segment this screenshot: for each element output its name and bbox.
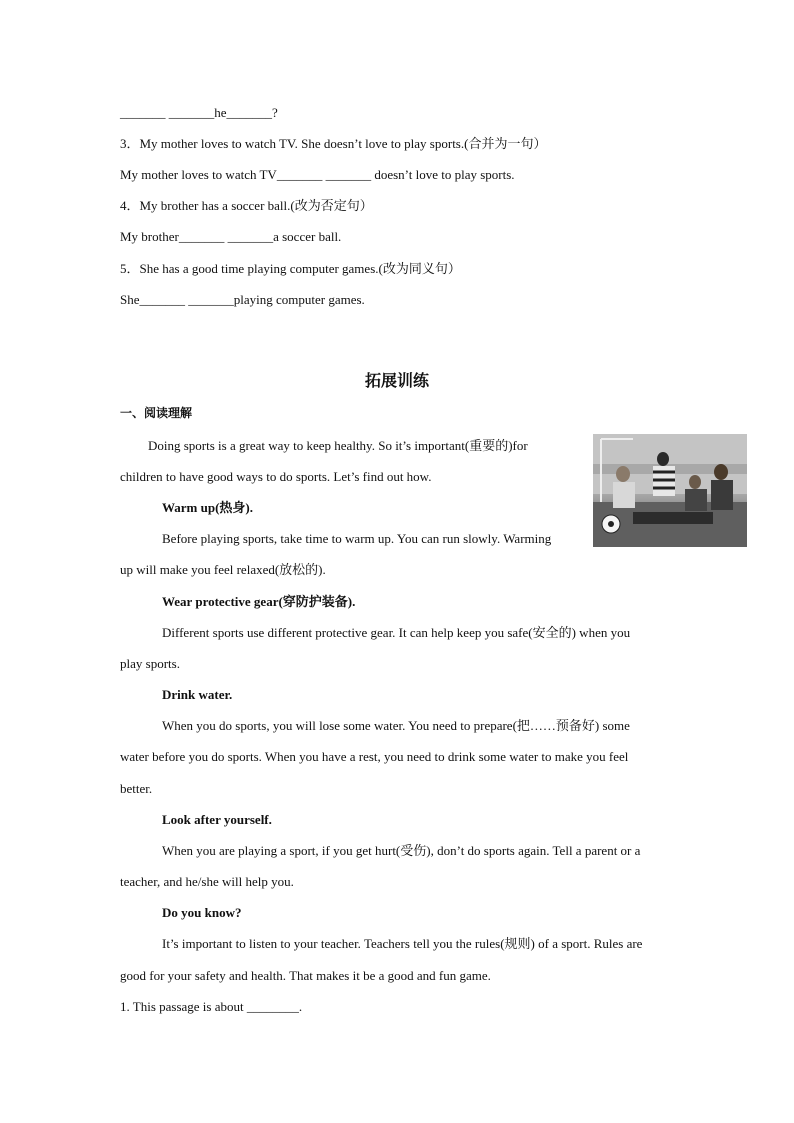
part-heading: 一、阅读理解 <box>120 406 193 420</box>
question-4: 4．My brother has a soccer ball.(改为否定句） <box>120 198 373 213</box>
question-4-answer: My brother_______ _______a soccer ball. <box>120 229 342 244</box>
know-line-2: good for your safety and health. That makes it be a good and fun game. <box>120 968 491 983</box>
question-3-answer: My mother loves to watch TV_______ _______ doesn’t love to play sports. <box>120 167 515 182</box>
question-5-answer: She_______ _______playing computer games. <box>120 292 365 307</box>
question-1: 1. This passage is about ________. <box>120 999 303 1014</box>
look-after-line-1: When you are playing a sport, if you get hurt(受伤), don’t do sports again. Tell a parent or a <box>162 843 641 858</box>
heading-drink-water: Drink water. <box>162 687 233 702</box>
heading-warm-up: Warm up(热身). <box>162 500 254 515</box>
know-line-1: It’s important to listen to your teacher. Teachers tell you the rules(规则) of a sport. Rules are <box>162 936 643 951</box>
look-after-line-2: teacher, and he/she will help you. <box>120 874 294 889</box>
intro-line-1: Doing sports is a great way to keep healthy. So it’s important(重要的)for <box>148 438 528 453</box>
gear-line-2: play sports. <box>120 656 180 671</box>
blank-line: _______ _______he_______? <box>120 105 278 120</box>
warm-up-line-2: up will make you feel relaxed(放松的). <box>120 562 326 577</box>
heading-protective-gear: Wear protective gear(穿防护装备). <box>162 594 356 609</box>
heading-do-you-know: Do you know? <box>162 905 242 920</box>
sports-photo <box>593 434 747 547</box>
question-5: 5．She has a good time playing computer games.(改为同义句） <box>120 261 461 276</box>
gear-line-1: Different sports use different protective gear. It can help keep you safe(安全的) when you <box>162 625 631 640</box>
intro-line-2: children to have good ways to do sports. Let’s find out how. <box>120 469 432 484</box>
section-title: 拓展训练 <box>364 373 429 390</box>
water-line-1: When you do sports, you will lose some water. You need to prepare(把……预备好) some <box>162 718 630 733</box>
warm-up-line-1: Before playing sports, take time to warm up. You can run slowly. Warming <box>162 531 552 546</box>
question-3: 3．My mother loves to watch TV. She doesn’t love to play sports.(合并为一句） <box>120 136 547 151</box>
water-line-2: water before you do sports. When you have a rest, you need to drink some water to make you feel <box>120 749 629 764</box>
water-line-3: better. <box>120 781 153 796</box>
heading-look-after: Look after yourself. <box>162 812 272 827</box>
